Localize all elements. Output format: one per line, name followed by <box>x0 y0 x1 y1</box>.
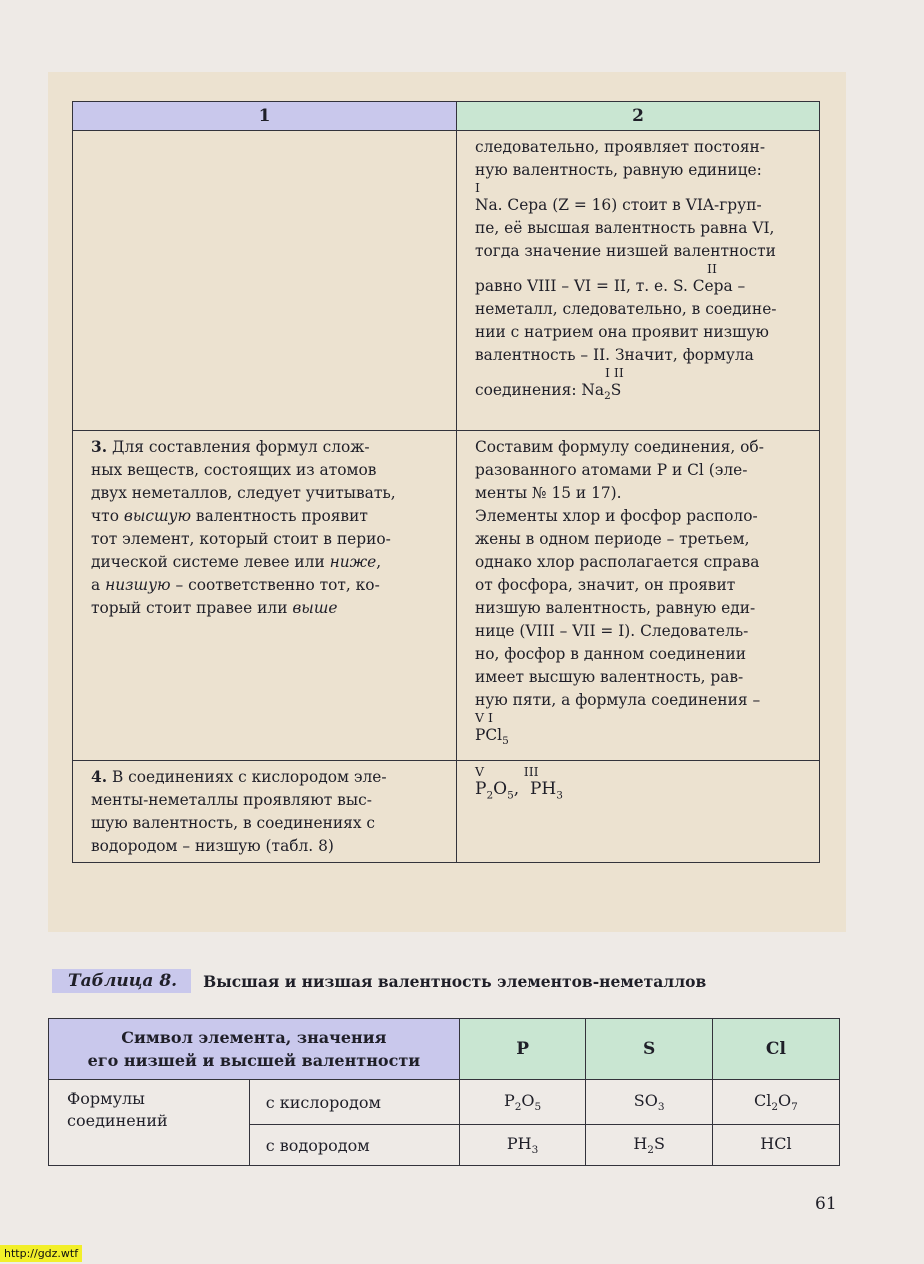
formula-subscript: 3 <box>556 789 563 802</box>
formula-part: O <box>493 779 508 799</box>
rule-text <box>91 436 440 620</box>
formula-part: Cl <box>754 1090 772 1110</box>
text-line: дической системе левее или ниже, <box>91 553 382 571</box>
text-line: от фосфора, значит, он проявит <box>475 576 736 594</box>
table-caption-title: Высшая и низшая валентность элементов-неметаллов <box>203 971 707 991</box>
explanation-table <box>72 101 820 863</box>
formula-subscript: 2 <box>604 390 611 403</box>
header-line: Символ элемента, значения <box>121 1028 387 1047</box>
text-line: водородом – низшую (табл. 8) <box>91 837 334 855</box>
row1-right-cell <box>457 131 820 431</box>
row-oxygen-label: с кислородом <box>249 1080 459 1125</box>
formula-part: P <box>503 1090 515 1110</box>
table-caption <box>52 967 706 995</box>
row-hydrogen-label: с водородом <box>249 1125 459 1166</box>
formula-cell <box>459 1125 586 1166</box>
text-line: валентность – II. Значит, формула <box>475 346 754 364</box>
text-line: разованного атомами P и Cl (эле- <box>475 461 748 479</box>
valence-table <box>48 1018 840 1166</box>
text-line: ную пяти, а формула соединения – <box>475 691 761 709</box>
formula-cell <box>459 1080 586 1125</box>
text-line: тот элемент, который стоит в перио- <box>91 530 391 548</box>
label-line: Формулы <box>67 1089 145 1108</box>
text-fragment: соединения: <box>475 381 582 399</box>
formula-part: PH <box>506 1133 532 1153</box>
text-line: имеет высшую валентность, рав- <box>475 668 744 686</box>
text-line: жены в одном периоде – третьем, <box>475 530 750 548</box>
label-line: соединений <box>67 1111 168 1130</box>
row3-left-cell <box>73 761 457 863</box>
rule-text <box>91 766 440 858</box>
formula-subscript: 2 <box>486 789 494 802</box>
element-header-cl: Cl <box>712 1019 839 1080</box>
text-line: торый стоит правее или выше <box>91 599 338 617</box>
text-line: неметалл, следовательно, в соедине- <box>475 300 777 318</box>
text-line: Составим формулу соединения, об- <box>475 438 764 456</box>
formula-subscript: 3 <box>657 1101 665 1114</box>
table8-header-caption <box>49 1019 460 1080</box>
text-line: но, фосфор в данном соединении <box>475 645 747 663</box>
row3-right-cell <box>457 761 820 863</box>
table-caption-label: Таблица 8. <box>52 969 191 993</box>
valence-mark: I <box>475 180 480 195</box>
text-line: ных веществ, состоящих из атомов <box>91 461 377 479</box>
text-line: Элементы хлор и фосфор располо- <box>475 507 758 525</box>
formula-line <box>475 778 803 807</box>
text-line: низшую валентность, равную еди- <box>475 599 756 617</box>
row2-right-cell <box>457 431 820 761</box>
separator: , <box>513 779 530 799</box>
valence-mark: II <box>707 261 717 276</box>
text-line: однако хлор располагается справа <box>475 553 760 571</box>
valence-mark: V III <box>475 764 539 779</box>
formula-subscript: 7 <box>791 1101 798 1114</box>
text-line: тогда значение низшей валентности <box>475 242 776 260</box>
text-line: менты-неметаллы проявляют выс- <box>91 791 372 809</box>
formula-cell <box>712 1125 839 1166</box>
formula-part: S <box>610 381 622 399</box>
formula-part: Na <box>581 381 605 399</box>
text-line: следовательно, проявляет постоян- <box>475 138 766 156</box>
valence-mark: V I <box>475 710 493 725</box>
text-line: Na. Сера (Z = 16) стоит в VIA-груп- <box>475 196 762 214</box>
text-line: нице (VIII – VII = I). Следователь- <box>475 622 749 640</box>
element-header-s: S <box>586 1019 712 1080</box>
example-text <box>475 436 803 712</box>
formula-cell <box>586 1125 712 1166</box>
formula-subscript: 5 <box>502 735 509 748</box>
formula-part: PCl <box>475 726 503 744</box>
formula-part: PH <box>529 779 557 799</box>
text-line: а низшую – соответственно тот, ко- <box>91 576 380 594</box>
column-header-1: 1 <box>73 102 457 131</box>
formula-subscript: 3 <box>531 1144 539 1157</box>
row1-left-cell <box>73 131 457 431</box>
text-line: 4. В соединениях с кислородом эле- <box>91 768 387 786</box>
page-number: 61 <box>815 1194 837 1214</box>
text-line: двух неметаллов, следует учитывать, <box>91 484 396 502</box>
formula-part: P <box>475 779 487 799</box>
formula <box>475 724 803 753</box>
text-line: нии с натрием она проявит низшую <box>475 323 769 341</box>
text-line: ную валентность, равную единице: <box>475 161 762 179</box>
formula-subscript: 5 <box>507 789 514 802</box>
text-line: шую валентность, в соединениях с <box>91 814 376 832</box>
text-line: равно VIII – VI = II, т. е. S. Сера – <box>475 277 746 295</box>
text-line: менты № 15 и 17). <box>475 484 622 502</box>
formula-subscript: 2 <box>514 1101 522 1114</box>
formula-cell <box>712 1080 839 1125</box>
formula-part: SO <box>633 1090 658 1110</box>
formula-part: HCl <box>760 1133 792 1153</box>
text-line: пе, её высшая валентность равна VI, <box>475 219 775 237</box>
formula-subscript: 5 <box>534 1101 542 1114</box>
element-header-p: P <box>459 1019 586 1080</box>
formula-subscript: 2 <box>647 1144 654 1157</box>
row-group-label <box>49 1080 250 1166</box>
formula-part: O <box>521 1090 535 1110</box>
formula-part: H <box>633 1133 648 1153</box>
formula-cell <box>586 1080 712 1125</box>
formula-part: O <box>778 1090 792 1110</box>
text-line <box>475 379 803 408</box>
text-line: 3. Для составления формул слож- <box>91 438 370 456</box>
header-line: его низшей и высшей валентности <box>87 1051 421 1070</box>
formula <box>581 381 622 403</box>
text-line: что высшую валентность проявит <box>91 507 368 525</box>
column-header-2: 2 <box>457 102 820 131</box>
valence-mark: I II <box>605 365 624 380</box>
row2-left-cell <box>73 431 457 761</box>
formula-part: S <box>653 1133 665 1153</box>
formula-subscript: 2 <box>771 1101 779 1114</box>
watermark-link[interactable]: http://gdz.wtf <box>0 1245 82 1262</box>
